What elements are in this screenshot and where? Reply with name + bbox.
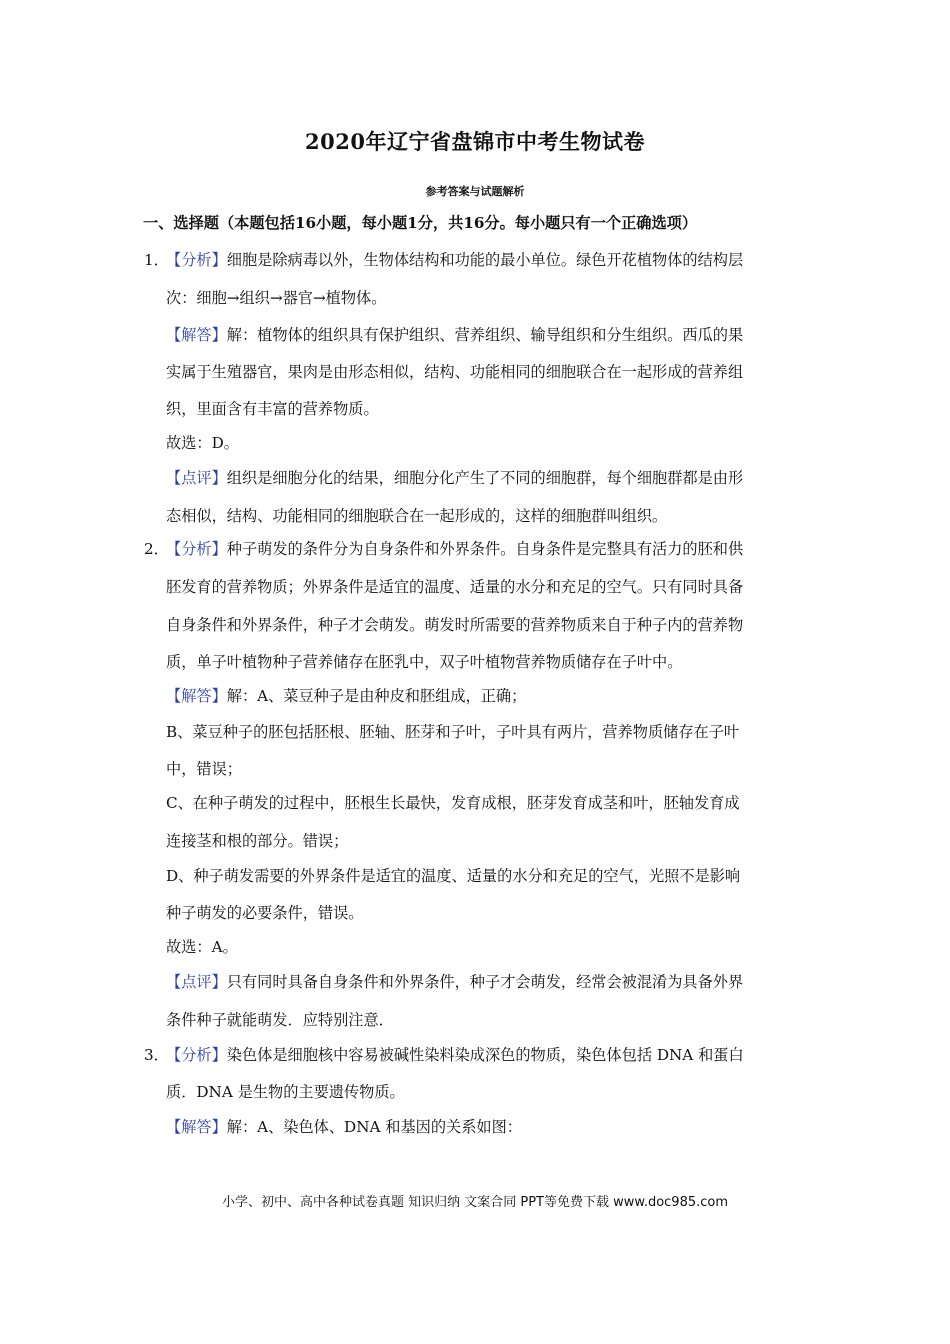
comment-line: 【点评】组织是细胞分化的结果，细胞分化产生了不同的细胞群，每个细胞群都是由形 — [166, 469, 744, 487]
section-heading: 一、选择题（本题包括16小题，每小题1分，共16分。每小题只有一个正确选项） — [143, 214, 698, 232]
analysis-line: 【分析】染色体是细胞核中容易被碱性染料染成深色的物质，染色体包括 DNA 和蛋白 — [166, 1046, 744, 1064]
answer-line: D、种子萌发需要的外界条件是适宜的温度、适量的水分和充足的空气，光照不是影响 — [166, 867, 741, 885]
answer-line: B、菜豆种子的胚包括胚根、胚轴、胚芽和子叶，子叶具有两片，营养物质储存在子叶 — [166, 723, 740, 741]
analysis-line: 胚发育的营养物质；外界条件是适宜的温度、适量的水分和充足的空气。只有同时具备 — [166, 578, 744, 596]
analysis-line: 质，单子叶植物种子营养储存在胚乳中，双子叶植物营养物质储存在子叶中。 — [166, 653, 683, 671]
analysis-tag: 【分析】 — [166, 1046, 227, 1064]
answer-tag: 【解答】 — [166, 326, 227, 344]
document-title: 2020年辽宁省盘锦市中考生物试卷 — [305, 129, 645, 154]
document-subtitle: 参考答案与试题解析 — [425, 185, 525, 198]
answer-line: 织，里面含有丰富的营养物质。 — [166, 400, 379, 418]
page-footer: 小学、初中、高中各种试卷真题 知识归纳 文案合同 PPT等免费下载 www.doc985.com — [221, 1195, 729, 1210]
analysis-line: 【分析】细胞是除病毒以外，生物体结构和功能的最小单位。绿色开花植物体的结构层 — [166, 251, 744, 269]
answer-line: 【解答】解：A、菜豆种子是由种皮和胚组成，正确； — [166, 687, 527, 705]
question-number: 2． — [144, 540, 169, 558]
comment-line: 【点评】只有同时具备自身条件和外界条件，种子才会萌发，经常会被混淆为具备外界 — [166, 973, 744, 991]
answer-line: C、在种子萌发的过程中，胚根生长最快，发育成根，胚芽发育成茎和叶，胚轴发育成 — [166, 794, 740, 812]
answer-line: 实属于生殖器官，果肉是由形态相似，结构、功能相同的细胞联合在一起形成的营养组 — [166, 363, 744, 381]
analysis-line: 自身条件和外界条件，种子才会萌发。萌发时所需要的营养物质来自于种子内的营养物 — [166, 616, 744, 634]
answer-line: 【解答】解：A、染色体、DNA 和基因的关系如图： — [166, 1118, 522, 1136]
choice-line: 故选：A。 — [166, 938, 238, 956]
answer-line: 种子萌发的必要条件，错误。 — [166, 904, 364, 922]
analysis-tag: 【分析】 — [166, 251, 227, 269]
comment-tag: 【点评】 — [166, 469, 227, 487]
answer-line: 连接茎和根的部分。错误； — [166, 832, 349, 850]
answer-line: 中，错误； — [166, 760, 242, 778]
comment-tag: 【点评】 — [166, 973, 227, 991]
analysis-line: 次：细胞→组织→器官→植物体。 — [166, 289, 387, 307]
answer-tag: 【解答】 — [166, 687, 227, 705]
answer-tag: 【解答】 — [166, 1118, 227, 1136]
analysis-tag: 【分析】 — [166, 540, 227, 558]
analysis-line: 质．DNA 是生物的主要遗传物质。 — [166, 1083, 405, 1101]
question-number: 3． — [144, 1046, 169, 1064]
analysis-line: 【分析】种子萌发的条件分为自身条件和外界条件。自身条件是完整具有活力的胚和供 — [166, 540, 744, 558]
choice-line: 故选：D。 — [166, 434, 239, 452]
comment-line: 态相似，结构、功能相同的细胞联合在一起形成的，这样的细胞群叫组织。 — [166, 507, 668, 525]
question-number: 1． — [144, 251, 169, 269]
answer-line: 【解答】解：植物体的组织具有保护组织、营养组织、输导组织和分生组织。西瓜的果 — [166, 326, 744, 344]
comment-line: 条件种子就能萌发．应特别注意． — [166, 1011, 394, 1029]
